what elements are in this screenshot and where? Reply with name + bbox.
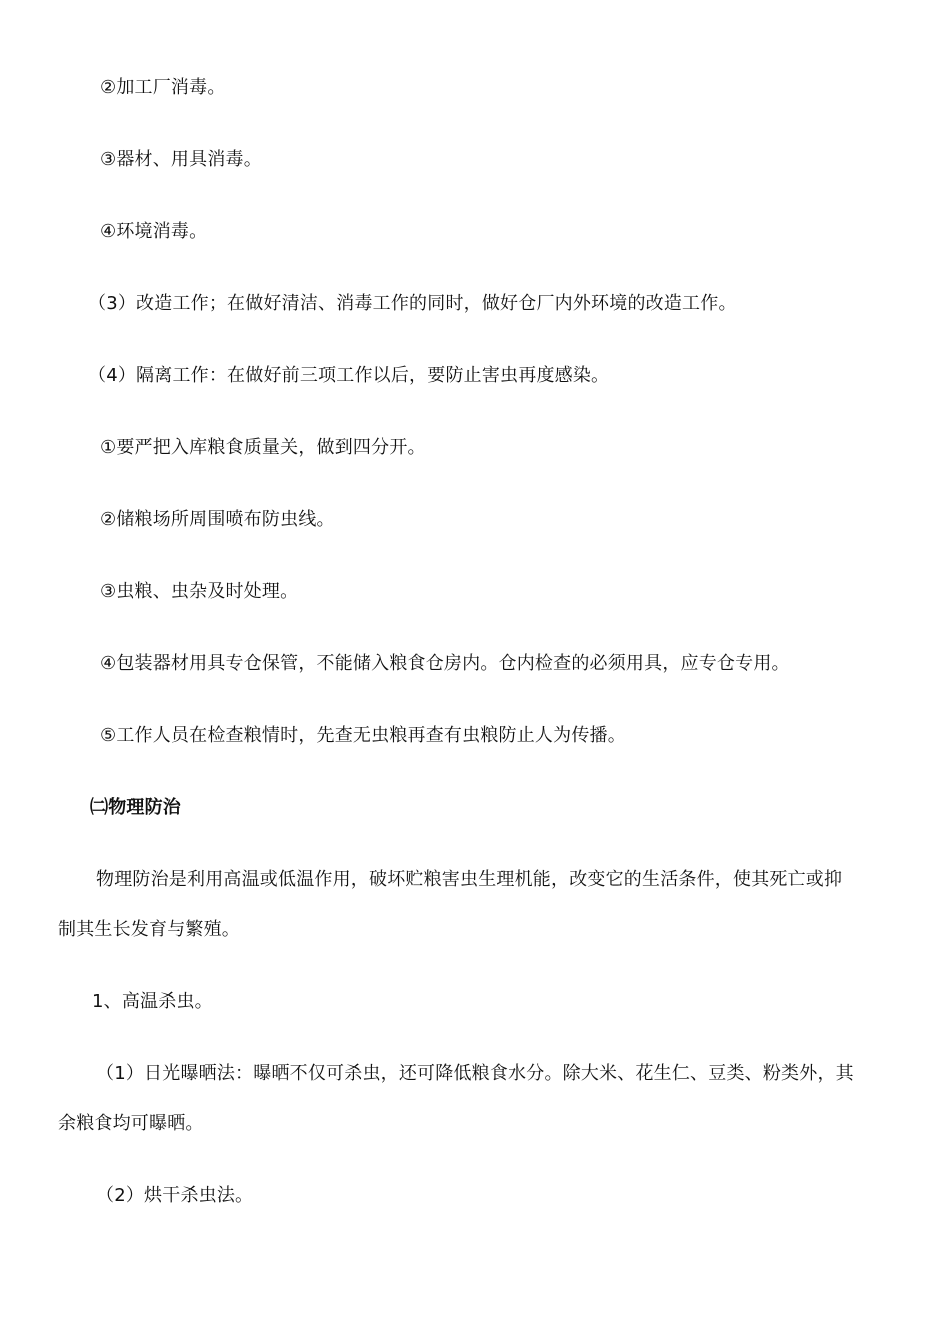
paragraph-renovation-work: （3）改造工作；在做好清洁、消毒工作的同时，做好仓厂内外环境的改造工作。 [88, 293, 737, 314]
list-item-equipment-disinfection: ③器材、用具消毒。 [100, 149, 262, 170]
subheading-high-temperature: 1、高温杀虫。 [92, 991, 213, 1012]
paragraph-isolation-work: （4）隔离工作：在做好前三项工作以后，要防止害虫再度感染。 [88, 365, 610, 386]
list-item-packaging-storage: ④包装器材用具专仓保管，不能储入粮食仓房内。仓内检查的必须用具，应专仓专用。 [100, 653, 790, 674]
list-item-environment-disinfection: ④环境消毒。 [100, 221, 208, 242]
list-item-insect-line: ②储粮场所周围喷布防虫线。 [100, 509, 335, 530]
list-item-grain-quality: ①要严把入库粮食质量关，做到四分开。 [100, 437, 426, 458]
section-heading-physical-control: ㈡物理防治 [90, 797, 181, 818]
paragraph-drying-method: （2）烘干杀虫法。 [96, 1185, 254, 1206]
paragraph-sun-drying-line-2: 余粮食均可曝晒。 [58, 1113, 204, 1134]
paragraph-sun-drying-line-1: （1）日光曝晒法：曝晒不仅可杀虫，还可降低粮食水分。除大米、花生仁、豆类、粉类外，其 [96, 1063, 854, 1084]
list-item-processing-plant-disinfection: ②加工厂消毒。 [100, 77, 226, 98]
paragraph-physical-control-line-1: 物理防治是利用高温或低温作用，破坏贮粮害虫生理机能，改变它的生活条件，使其死亡或抑 [96, 869, 843, 890]
list-item-inspection-order: ⑤工作人员在检查粮情时，先查无虫粮再查有虫粮防止人为传播。 [100, 725, 626, 746]
paragraph-physical-control-line-2: 制其生长发育与繁殖。 [58, 919, 240, 940]
list-item-infested-grain-handling: ③虫粮、虫杂及时处理。 [100, 581, 299, 602]
